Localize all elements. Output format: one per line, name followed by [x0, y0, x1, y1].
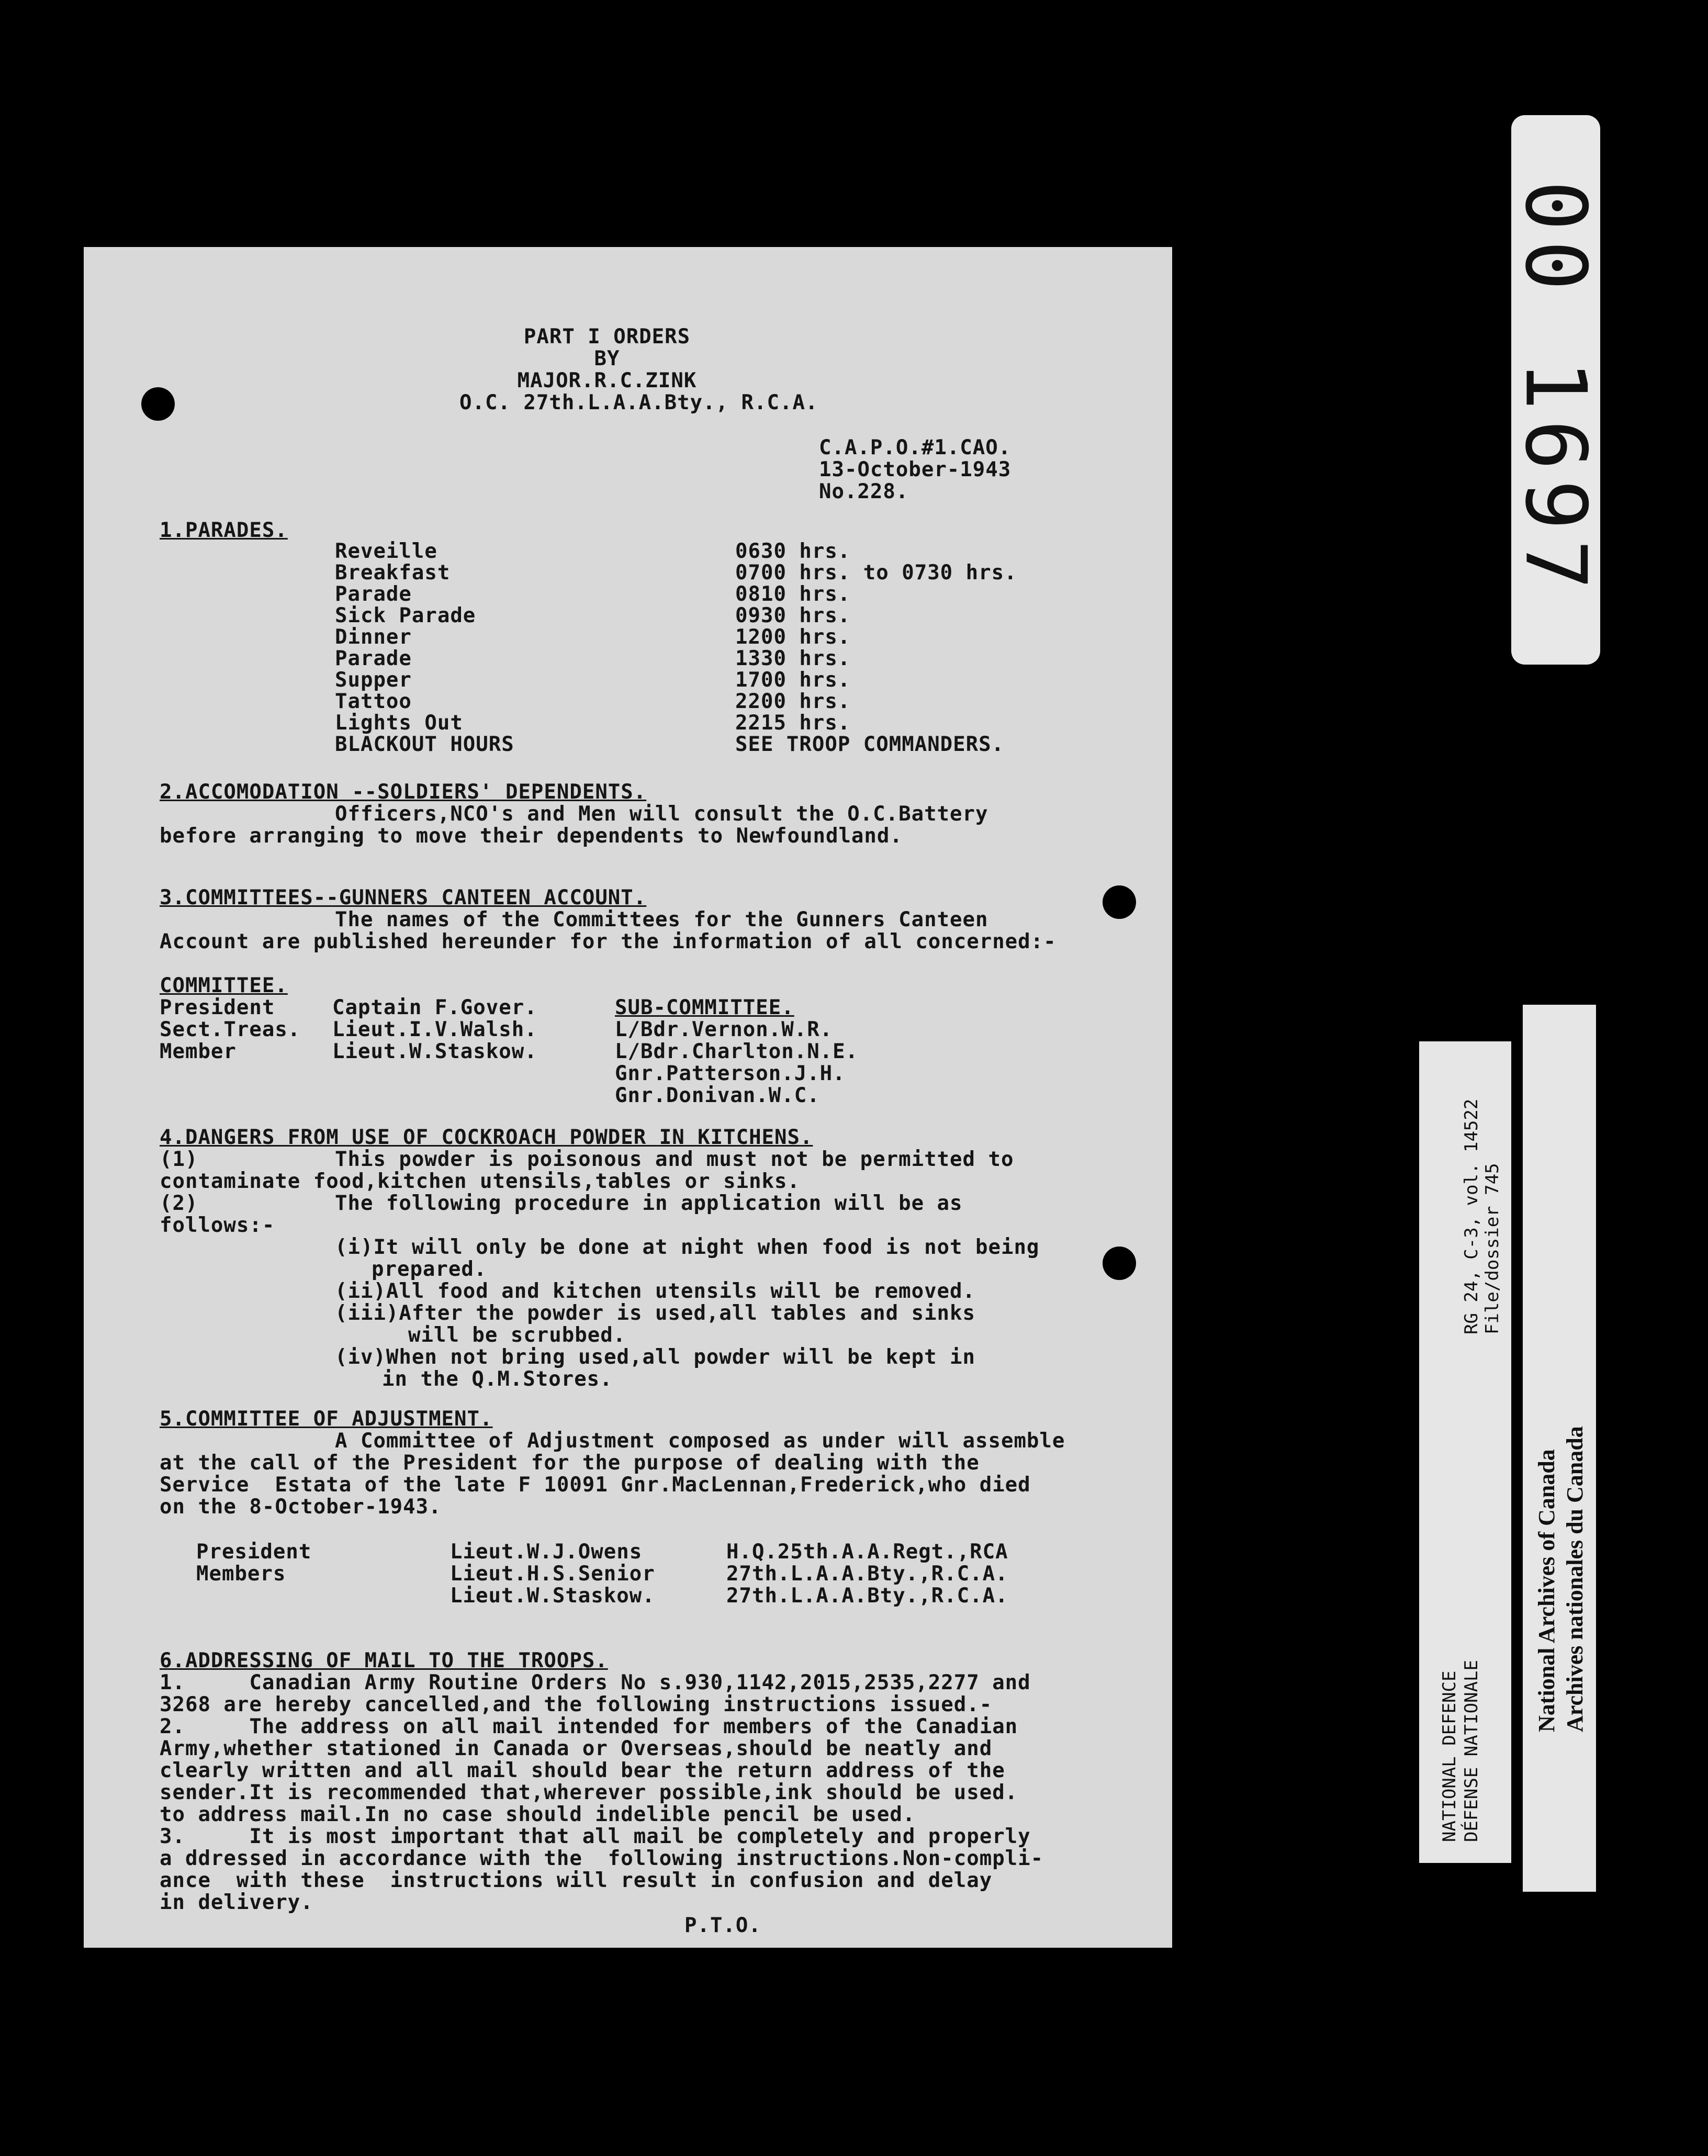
parade-event: BLACKOUT HOURS	[335, 733, 514, 756]
paragraph-line: in delivery.	[160, 1891, 313, 1914]
paragraph-line: a ddressed in accordance with the following instructions.Non-compli-	[160, 1847, 1044, 1870]
parade-event: Sick Parade	[335, 604, 476, 627]
committee-role: President	[160, 996, 275, 1019]
order-number: No.228.	[819, 480, 909, 503]
subcommittee-label: SUB-COMMITTEE.	[615, 996, 794, 1019]
paragraph-line: to address mail.In no case should indelible pencil be used.	[160, 1803, 916, 1826]
archive-page-stamp	[1507, 115, 1605, 665]
section-heading-adjustment: 5.COMMITTEE OF ADJUSTMENT.	[160, 1407, 493, 1431]
paragraph-line: 3. It is most important that all mail be completely and properly	[160, 1825, 1031, 1848]
label-file-reference: File/dossier 745	[1482, 1163, 1503, 1334]
parade-time: 1330 hrs.	[735, 647, 851, 670]
paragraph-line: at the call of the President for the purpose of dealing with the	[160, 1451, 980, 1475]
paragraph-line: 3268 are hereby cancelled,and the following instructions issued.-	[160, 1693, 993, 1716]
paragraph-line: 1. Canadian Army Routine Orders No s.930,1142,2015,2535,2277 and	[160, 1671, 1031, 1694]
adjustment-role: Members	[196, 1562, 286, 1586]
parade-event: Parade	[335, 647, 412, 670]
list-item: in the Q.M.Stores.	[382, 1367, 613, 1391]
order-page	[84, 247, 1172, 1948]
section-heading-mail: 6.ADDRESSING OF MAIL TO THE TROOPS.	[160, 1649, 608, 1672]
parade-time: 0810 hrs.	[735, 582, 851, 606]
committee-role: Sect.Treas.	[160, 1018, 301, 1041]
punch-hole	[1103, 885, 1136, 919]
section-heading-committees: 3.COMMITTEES--GUNNERS CANTEEN ACCOUNT.	[160, 886, 647, 909]
parade-event: Dinner	[335, 625, 412, 649]
parade-event: Tattoo	[335, 690, 412, 713]
committee-name: Captain F.Gover.	[332, 996, 537, 1019]
committee-label: COMMITTEE.	[160, 974, 288, 997]
parade-time: 0700 hrs. to 0730 hrs.	[735, 561, 1017, 585]
parade-event: Supper	[335, 668, 412, 692]
paragraph-line: Account are published hereunder for the information of all concerned:-	[160, 930, 1057, 953]
paragraph-line: ance with these instructions will result in confusion and delay	[160, 1869, 993, 1892]
parade-time: SEE TROOP COMMANDERS.	[735, 733, 1005, 756]
paragraph-number: (1)	[160, 1148, 198, 1171]
parade-event: Breakfast	[335, 561, 451, 585]
subcommittee-member: L/Bdr.Charlton.N.E.	[615, 1040, 859, 1063]
adjustment-unit: H.Q.25th.A.A.Regt.,RCA	[726, 1540, 1008, 1564]
punch-hole	[1103, 1247, 1136, 1280]
committee-name: Lieut.W.Staskow.	[332, 1040, 537, 1063]
list-item: will be scrubbed.	[408, 1323, 626, 1347]
stamp-number: 00 1697	[1507, 180, 1605, 600]
parade-event: Reveille	[335, 540, 437, 563]
list-item: (iv)When not bring used,all powder will be kept in	[335, 1345, 975, 1369]
punch-hole	[141, 387, 175, 421]
parade-time: 2215 hrs.	[735, 711, 851, 735]
paragraph-line: Service Estata of the late F 10091 Gnr.MacLennan,Frederick,who died	[160, 1473, 1031, 1497]
order-location: C.A.P.O.#1.CAO.	[819, 436, 1012, 459]
paragraph-line: Officers,NCO's and Men will consult the O.C.Battery	[335, 802, 988, 826]
subcommittee-member: Gnr.Patterson.J.H.	[615, 1062, 846, 1085]
paragraph-line: contaminate food,kitchen utensils,tables or sinks.	[160, 1170, 800, 1193]
subcommittee-member: L/Bdr.Vernon.W.R.	[615, 1018, 833, 1041]
paragraph-line: A Committee of Adjustment composed as under will assemble	[335, 1429, 1065, 1453]
label-defence-en: NATIONAL DEFENCE	[1439, 1670, 1460, 1842]
archives-label	[1523, 1005, 1596, 1892]
paragraph-line: This powder is poisonous and must not be permitted to	[335, 1148, 1014, 1171]
parade-time: 1700 hrs.	[735, 668, 851, 692]
committee-name: Lieut.I.V.Walsh.	[332, 1018, 537, 1041]
list-item: (i)It will only be done at night when food is not being	[335, 1236, 1040, 1259]
paragraph-line: follows:-	[160, 1214, 275, 1237]
parade-time: 0930 hrs.	[735, 604, 851, 627]
paragraph-number: (2)	[160, 1192, 198, 1215]
list-item: (ii)All food and kitchen utensils will be removed.	[335, 1279, 975, 1303]
adjustment-role: President	[196, 1540, 312, 1564]
parade-time: 2200 hrs.	[735, 690, 851, 713]
committee-role: Member	[160, 1040, 237, 1063]
label-rg-reference: RG 24, C-3, vol. 14522	[1461, 1098, 1482, 1334]
paragraph-line: sender.It is recommended that,wherever possible,ink should be used.	[160, 1781, 1018, 1804]
order-unit: O.C. 27th.L.A.A.Bty., R.C.A.	[459, 391, 818, 414]
parade-time: 0630 hrs.	[735, 540, 851, 563]
reference-label	[1419, 1041, 1511, 1863]
adjustment-unit: 27th.L.A.A.Bty.,R.C.A.	[726, 1562, 1008, 1586]
paragraph-line: before arranging to move their dependents to Newfoundland.	[160, 824, 903, 848]
label-archives-en: National Archives of Canada	[1534, 1449, 1559, 1732]
label-archives-fr: Archives nationales du Canada	[1562, 1426, 1588, 1732]
paragraph-line: Army,whether stationed in Canada or Overseas,should be neatly and	[160, 1737, 993, 1760]
subcommittee-member: Gnr.Donivan.W.C.	[615, 1084, 820, 1107]
section-heading-parades: 1.PARADES.	[160, 519, 288, 542]
order-date: 13-October-1943	[819, 458, 1012, 481]
order-author: MAJOR.R.C.ZINK	[517, 369, 697, 392]
section-heading-dangers: 4.DANGERS FROM USE OF COCKROACH POWDER IN KITCHENS.	[160, 1126, 813, 1149]
label-defence-fr: DÉFENSE NATIONALE	[1461, 1660, 1482, 1842]
parade-event: Lights Out	[335, 711, 463, 735]
adjustment-name: Lieut.H.S.Senior	[450, 1562, 655, 1586]
list-item: prepared.	[372, 1257, 487, 1281]
paragraph-line: clearly written and all mail should bear the return address of the	[160, 1759, 1005, 1782]
adjustment-unit: 27th.L.A.A.Bty.,R.C.A.	[726, 1584, 1008, 1608]
order-by: BY	[594, 347, 620, 370]
parade-event: Parade	[335, 582, 412, 606]
adjustment-name: Lieut.W.J.Owens	[450, 1540, 643, 1564]
paragraph-line: 2. The address on all mail intended for members of the Canadian	[160, 1715, 1018, 1738]
page-footer-pto: P.T.O.	[684, 1914, 761, 1937]
parade-time: 1200 hrs.	[735, 625, 851, 649]
list-item: (iii)After the powder is used,all tables and sinks	[335, 1301, 975, 1325]
paragraph-line: The following procedure in application will be as	[335, 1192, 963, 1215]
order-title: PART I ORDERS	[523, 325, 691, 349]
section-heading-accomodation: 2.ACCOMODATION --SOLDIERS' DEPENDENTS.	[160, 780, 647, 804]
paragraph-line: on the 8-October-1943.	[160, 1495, 442, 1519]
adjustment-name: Lieut.W.Staskow.	[450, 1584, 655, 1608]
paragraph-line: The names of the Committees for the Gunners Canteen	[335, 908, 988, 931]
